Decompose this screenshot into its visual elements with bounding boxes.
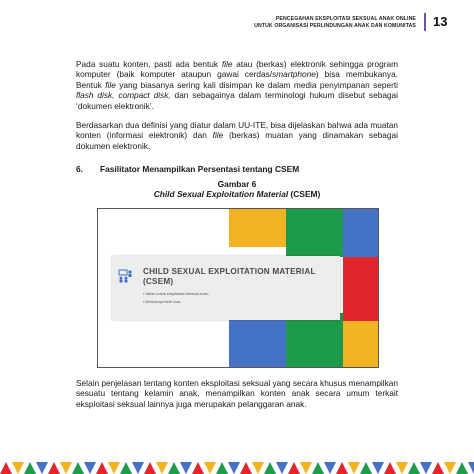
tile-yellow-bottom <box>343 321 378 367</box>
footer-triangle <box>168 462 180 474</box>
footer-triangle <box>312 462 324 474</box>
footer-triangle <box>276 462 288 474</box>
footer-triangle <box>192 462 204 474</box>
paragraph-uu-ite: Berdasarkan dua definisi yang diatur dalam UU-ITE, bisa dijelaskan bahwa ada muatan konten (informasi elektronik) dan file (berkas) muatan yang dinamakan sebagai dokumen elektronik. <box>76 120 398 151</box>
footer-triangle <box>108 462 120 474</box>
footer-triangle <box>300 462 312 474</box>
footer-triangle <box>0 462 12 474</box>
tile-blue-top <box>343 209 378 257</box>
footer-triangle <box>48 462 60 474</box>
tile-green-top <box>286 209 343 257</box>
footer-triangle-pattern <box>0 460 474 474</box>
footer-triangle <box>156 462 168 474</box>
page-number: 13 <box>433 14 448 29</box>
tile-red-mid <box>343 257 378 321</box>
presentation-people-icon <box>118 269 134 283</box>
footer-triangle <box>12 462 24 474</box>
footer-triangle <box>36 462 48 474</box>
slide-card <box>112 256 340 320</box>
running-header <box>254 16 416 30</box>
paragraph-closing: Selain penjelasan tentang konten eksploitasi seksual yang secara khusus menampilkan sesuatu tentang kelamin anak, menampilkan konten anak secara umum terkait eksploitasi seksual lainnya juga merupakan pelanggaran anak. <box>76 378 398 409</box>
footer-triangle <box>360 462 372 474</box>
footer-triangle <box>60 462 72 474</box>
footer-triangle <box>96 462 108 474</box>
footer-triangle <box>264 462 276 474</box>
footer-triangle <box>372 462 384 474</box>
footer-triangle <box>396 462 408 474</box>
footer-triangle <box>204 462 216 474</box>
figure-caption: Child Sexual Exploitation Material (CSEM) <box>153 189 321 199</box>
footer-triangle <box>144 462 156 474</box>
footer-triangle <box>24 462 36 474</box>
header-divider <box>424 13 426 31</box>
header-line-2: UNTUK ORGANISASI PERLINDUNGAN ANAK DAN KOMUNITAS <box>254 23 416 29</box>
slide-bullet: • Istilah untuk eksploitasi seksual anak; <box>143 290 209 298</box>
footer-triangle <box>444 462 456 474</box>
footer-triangle <box>216 462 228 474</box>
paragraph-file-definition: Pada suatu konten, pasti ada bentuk file atau (berkas) elektronik sehingga program komputer (baik komputer ataupun gawai cerdas/smartphone) bisa membukanya. Bentuk file yang biasanya sering kali disimpan ke dalam media penyimpanan seperti flash disk, compact disk, dan sebagainya dalam terminologi hukum disebut sebagai ‘dokumen elektronik’. <box>76 59 399 111</box>
footer-triangle <box>420 462 432 474</box>
footer-triangle <box>432 462 444 474</box>
slide-bullets <box>143 290 209 306</box>
footer-triangle <box>120 462 132 474</box>
tile-yellow-top <box>229 209 286 247</box>
footer-triangle <box>84 462 96 474</box>
footer-triangle <box>228 462 240 474</box>
footer-triangle <box>468 462 474 474</box>
slide-title: CHILD SEXUAL EXPLOITATION MATERIAL (CSEM) <box>143 267 316 286</box>
footer-triangle <box>384 462 396 474</box>
figure-csem-slide <box>97 208 379 368</box>
footer-triangle <box>288 462 300 474</box>
figure-label: Gambar 6 <box>217 179 257 189</box>
slide-bullet: • Bentuknya lebih luas. <box>143 298 209 306</box>
footer-triangle <box>252 462 264 474</box>
footer-triangle <box>132 462 144 474</box>
footer-triangle <box>240 462 252 474</box>
footer-triangle <box>324 462 336 474</box>
footer-triangle <box>456 462 468 474</box>
section-number: 6. <box>76 164 83 174</box>
footer-triangle <box>408 462 420 474</box>
footer-triangle <box>180 462 192 474</box>
tile-green-bottom <box>286 313 343 367</box>
footer-triangle <box>336 462 348 474</box>
section-heading <box>76 164 299 174</box>
footer-triangle <box>72 462 84 474</box>
tile-blue-bottom <box>229 313 286 367</box>
section-title: Fasilitator Menampilkan Persentasi tentang CSEM <box>100 164 300 174</box>
footer-triangle <box>348 462 360 474</box>
header-line-1: PENCEGAHAN EKSPLOITASI SEKSUAL ANAK ONLINE <box>275 16 416 22</box>
